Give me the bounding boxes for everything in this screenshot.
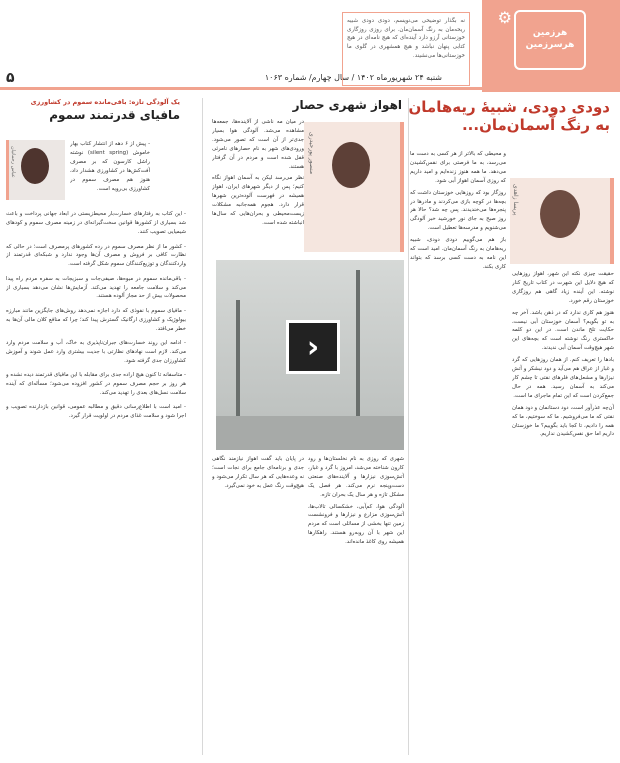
paragraph: - کشور ما از نظر مصرف سموم در رده کشورهای پرمصرف است؛ در حالی که نظارت کافی بر فروش و مصرف آن‌ها وجود ندارد و شبکه‌ای قدرتمند از واردکنندگان و توزیع‌کنندگان سموم شکل گرفته است. bbox=[6, 243, 186, 268]
gear-icon: ⚙ bbox=[497, 8, 512, 27]
author-name: پریسا زاهدی bbox=[512, 184, 519, 216]
paragraph: روزگار بود که روزهایی خوزستان داشت که بچه‌ها در کوچه بازی می‌کردند و مادرها در پنجره‌ها می‌خندیدند. پس چه شد؟ حالا هر روز صبح به جای نور خورشید خبر آلودگی می‌شنویم و مدرسه‌ها تعطیل است. bbox=[410, 189, 506, 232]
article1-column-1 bbox=[512, 270, 614, 763]
article1-column-2 bbox=[410, 150, 506, 763]
paragraph: شهری که روزی به نام نخلستان‌ها و رود کارون شناخته می‌شد، امروز با گرد و غبار، آتش‌سوزی نیزارها و آلاینده‌های صنعتی دست‌وپنجه نرم می‌کند. هر فصل یک مشکل تازه و هر سال یک بحران تازه. bbox=[308, 456, 404, 498]
paragraph: - این کتاب به رفتارهای خسارت‌بار محیط‌زیستی در ابعاد جهانی پرداخت و باعث شد بسیاری از کشورها قوانین سخت‌گیرانه‌ای در زمینه مصرف سموم و کودهای شیمیایی تصویب کنند. bbox=[6, 211, 186, 236]
article3-kicker: یک آلودگی تازه: باقی‌مانده سموم در کشاورزی bbox=[30, 98, 180, 106]
paragraph: - متاسفانه تا کنون هیچ اراده جدی برای مقابله با این مافیای قدرتمند دیده نشده و هر روز بر حجم مصرف سموم در کشور افزوده می‌شود؛ مسأله‌ای که آینده سلامت نسل‌های بعدی را تهدید می‌کند. bbox=[6, 371, 186, 396]
article3-title: مافیای قدرتمند سموم bbox=[49, 108, 180, 122]
paragraph: حقیقت چیزی نکته این شهر، اهواز روزهایی که هیچ دلایل این شهرت در کتاب تاریخ کنار نوشته. این آینده زیاد گاهی هم روزگاری خوزستان رقم خورد. bbox=[512, 271, 614, 304]
column-divider bbox=[408, 98, 409, 755]
author-photo bbox=[6, 140, 65, 200]
portrait-icon bbox=[332, 142, 370, 188]
paragraph: هنوز هم کاری ندارد که در ذهن باشد. آخر چه به تو بگویم؟ آسمان خوزستان آبی نیست، حکایت تلخ ماندن است. در این دو کلمه خاکستری رنگ نوشته است که بچه‌های این شهر هیچ‌وقت آسمان آبی ندیدند. bbox=[512, 309, 614, 352]
intro-box: نه بگذار توضیحی می‌نویسم، دودی دودی شبیه ریحه‌مان به رنگ آسمان‌مان. برای روزی روزگاری خوزستانی آرزو دارد آینده‌ای که هیچ نامه‌ای در هیچ کتابی پنهان نباشد و هیچ همشهری در گلوی ما خوزستانی‌ها می‌نشیند. bbox=[342, 12, 470, 86]
palm-tree-icon bbox=[236, 300, 240, 420]
paragraph: باز هم می‌گوییم دودی دودی، شبیه ریه‌هامان به رنگ آسمان‌مان. امید است که این نامه به دست کسی برسد که بتواند کاری بکند. bbox=[410, 237, 506, 270]
portrait-icon bbox=[540, 190, 580, 238]
article2-column-1 bbox=[212, 118, 304, 263]
paragraph: - باقی‌مانده سموم در میوه‌ها، صیفی‌جات و سبزیجات به سفره مردم راه پیدا می‌کند و سلامت جامعه را تهدید می‌کند. آزمایش‌ها نشان می‌دهد بسیاری از محصولات بیش از حد مجاز آلوده هستند. bbox=[6, 275, 186, 300]
paragraph: و محیطی که بالاتر از هر کسی به دست ما می‌رسد، به ما فرصتی برای نفس‌کشیدن می‌دهد. ما همه هنوز زنده‌ایم و امید داریم که روزی آسمان اهواز آبی شود. bbox=[410, 151, 506, 184]
author-name: عباس رحمانیان bbox=[10, 146, 16, 178]
paragraph: آن‌چه عذرآور است، دود دستانمان و دود همان نفتی که ما می‌فروشیم. ما که سوختیم، ما که همه را دادیم، تا کجا باید بگوییم؟ ما خوزستان داریم اما حق نفس‌کشیدن نداریم. bbox=[512, 404, 614, 438]
article2-column-2 bbox=[308, 455, 404, 763]
article2-column-3 bbox=[212, 455, 304, 763]
paragraph: در میان مه ناشی از آلاینده‌ها، جمعه‌ها مشاهده می‌شد. آلودگی هوا بسیار جدی‌تر از آن است که تصور می‌شود. ورودی‌های شهر به نام حصارهای نامرئی قفل شده است و مردم در آن گرفتار هستند. bbox=[212, 119, 304, 170]
paragraph: در پایان باید گفت اهواز نیازمند نگاهی جدی و برنامه‌ای جامع برای نجات است؛ نه وعده‌هایی که هر سال تکرار می‌شود و هیچ‌وقت رنگ عمل به خود نمی‌گیرد. bbox=[212, 456, 304, 489]
portrait-icon bbox=[21, 148, 49, 184]
column-divider bbox=[202, 98, 203, 755]
paragraph: - امید است با اطلاع‌رسانی دقیق و مطالبه عمومی، قوانین بازدارنده تصویب و اجرا شود و سلامت غذای مردم در اولویت قرار گیرد. bbox=[6, 404, 186, 419]
road bbox=[216, 416, 404, 450]
article3-column-top bbox=[70, 140, 150, 198]
palm-tree-icon bbox=[356, 270, 360, 420]
author-photo bbox=[510, 178, 614, 264]
paragraph: - پیش از ۶ دهه از انتشار کتاب بهار خاموش (silent spring) نوشته راشل کارسون که بر مصرف آفت‌کش‌ها در کشاورزی هشدار داد، هنوز هم مصرف سموم در کشاورزی بی‌رویه است. bbox=[70, 141, 150, 192]
paragraph: نظر می‌رسد لیکن به آسمان اهواز نگاه کنیم؛ پس از دیگر شهرهای ایران، اهواز همیشه در فهرست آلوده‌ترین شهرها قرار دارد. هجوم همه‌جانبه مشکلات زیست‌محیطی و بحران‌هایی که سال‌ها انباشته شده است. bbox=[212, 175, 304, 226]
header-divider bbox=[0, 87, 482, 90]
newspaper-logo: هرزمین هرسرزمین bbox=[514, 10, 586, 70]
paragraph: - مافیای سموم با نفوذی که دارد اجازه نمی‌دهد روش‌های جایگزین مانند مبارزه بیولوژیک و کشاورزی ارگانیک گسترش پیدا کند؛ چرا که منافع کلان مالی آن‌ها به خطر می‌افتد. bbox=[6, 307, 186, 332]
page-number: ۵ bbox=[6, 70, 15, 86]
issue-info: شنبه ۲۴ شهریورماه ۱۴۰۲ / سال چهارم/ شماره ۱۰۶۳ bbox=[264, 73, 442, 82]
masthead bbox=[482, 0, 620, 92]
article3-column bbox=[6, 205, 186, 763]
smog-photo bbox=[216, 260, 404, 450]
article2-title: اهواز شهری حصار bbox=[292, 98, 402, 112]
road-sign-icon: ‹ bbox=[286, 320, 340, 374]
article1-title: دودی دودی، شبیهٔ ریه‌هامان به رنگ آسمان‌مان... bbox=[408, 98, 610, 134]
author-name: منصور پورحیدری bbox=[308, 132, 315, 175]
paragraph: آلودگی هوا، کم‌آبی، خشکسالی تالاب‌ها، آتش‌سوزی مزارع و نیزارها و فرونشست زمین تنها بخشی از مسائلی است که مردم این شهر با آن روبه‌رو هستند. راهکارها همیشه روی کاغذ مانده‌اند. bbox=[308, 503, 404, 546]
paragraph: بادها را تعریف کنم. از همان روزهایی که گرد و غبار از عراق هم می‌آید و دود نیشکر و آتش نیزارها و مشعل‌های فلرهای نفتی تا چشم کار می‌کند به آسمان رسید. همه در حال جمع‌کردن است که این تمام ماجرای ما است. bbox=[512, 357, 614, 399]
author-photo bbox=[304, 122, 404, 252]
paragraph: - ادامه این روند خسارت‌های جبران‌ناپذیری به خاک، آب و سلامت مردم وارد می‌کند. لازم است نهادهای نظارتی با جدیت بیشتری وارد عمل شوند و آموزش کشاورزان جدی گرفته شود. bbox=[6, 339, 186, 364]
